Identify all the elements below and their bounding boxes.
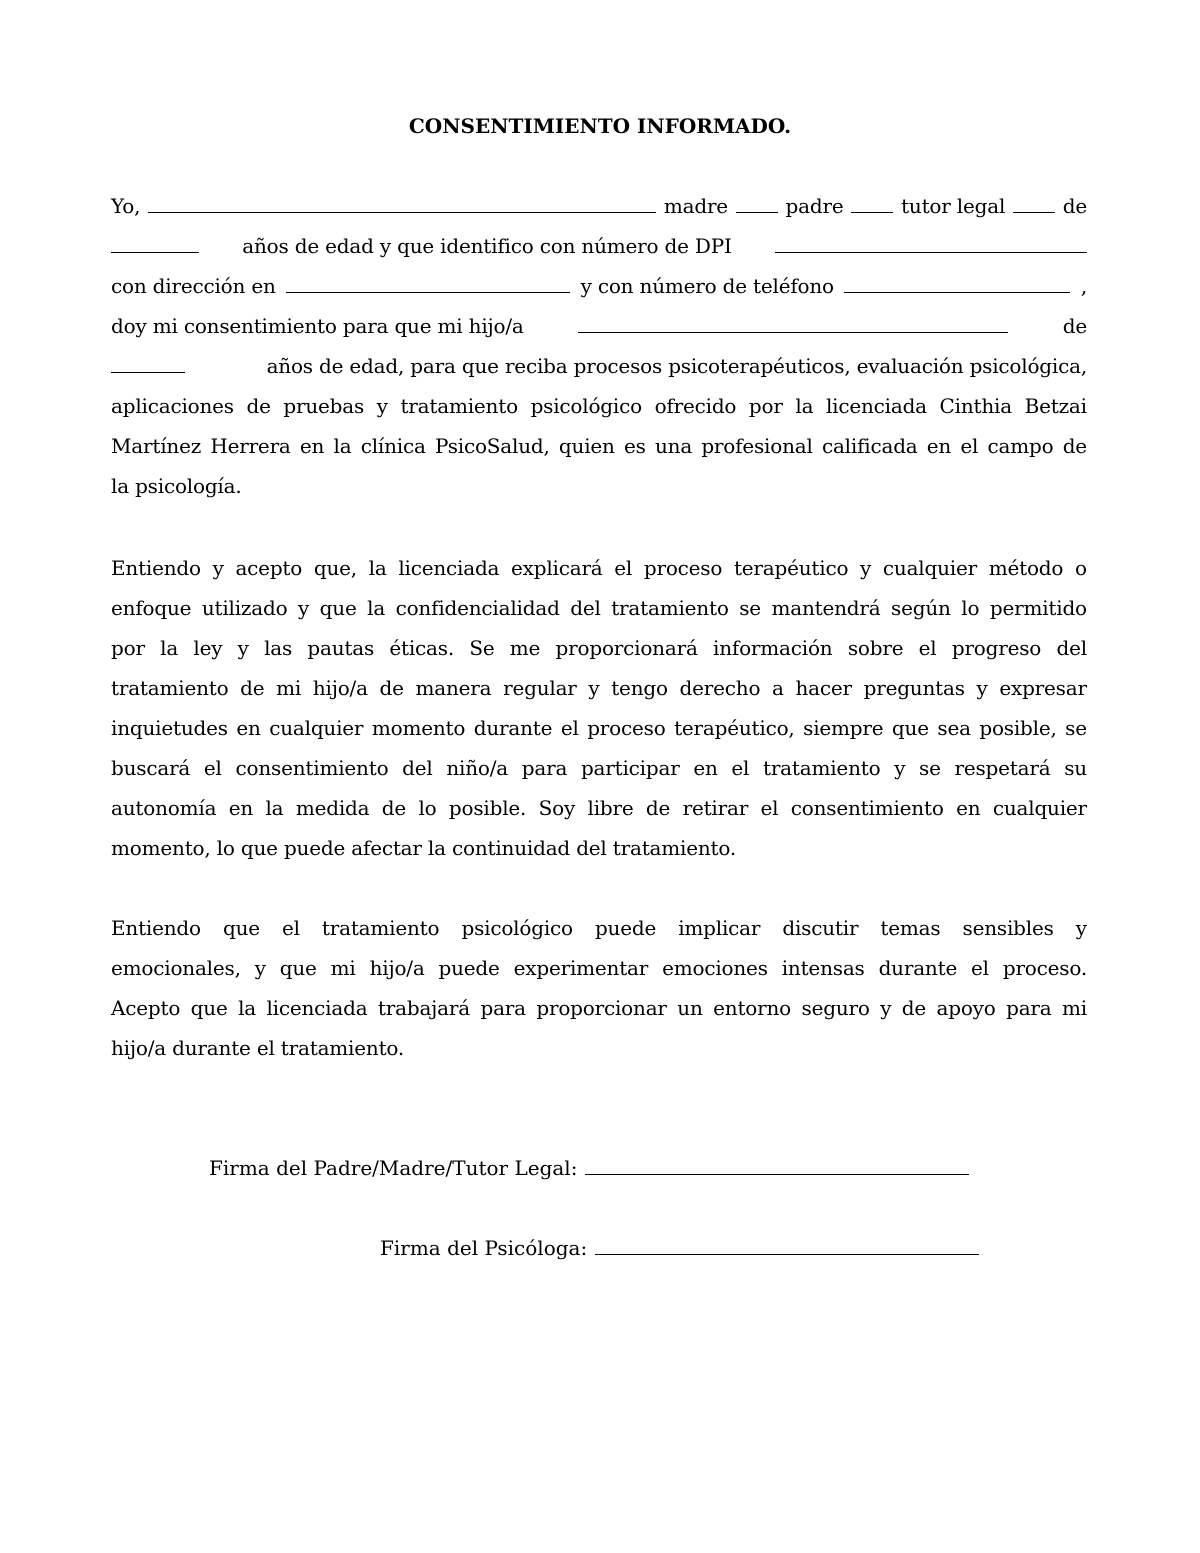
de-label: de [1062, 194, 1087, 218]
consent-paragraph-2 [111, 548, 1087, 868]
paragraph-line: Acepto que la licenciada trabajará para proporcionar un entorno seguro y de apoyo para mi [111, 996, 1087, 1020]
age-dpi-label: años de edad y que identifico con número de DPI [242, 234, 732, 258]
padre-checkbox-field[interactable] [851, 190, 893, 213]
paragraph-line: por la ley y las pautas éticas. Se me proporcionará información sobre el progreso del [111, 636, 1087, 660]
paragraph-line: buscará el consentimiento del niño/a para participar en el tratamiento y se respetará su [111, 756, 1087, 780]
de-label-2: de [1062, 314, 1087, 338]
paragraph-line [111, 226, 1087, 266]
paragraph-line: hijo/a durante el tratamiento. [111, 1036, 405, 1060]
madre-checkbox-field[interactable] [736, 190, 778, 213]
paragraph-line: la psicología. [111, 474, 242, 498]
comma-text: , [1080, 274, 1087, 298]
paragraph-line: Entiendo y acepto que, la licenciada explicará el proceso terapéutico y cualquier método o [111, 556, 1087, 580]
dpi-number-field[interactable] [775, 230, 1087, 253]
guardian-age-field[interactable] [111, 230, 199, 253]
yo-label: Yo, [111, 194, 141, 218]
consent-paragraph-1 [111, 186, 1087, 506]
madre-label: madre [663, 194, 728, 218]
paragraph-line [111, 186, 1087, 226]
paragraph-line: aplicaciones de pruebas y tratamiento psicológico ofrecido por la licenciada Cinthia Betzai [111, 394, 1087, 418]
child-age-field[interactable] [111, 350, 185, 373]
paragraph-line: Entiendo que el tratamiento psicológico puede implicar discutir temas sensibles y [111, 916, 1087, 940]
paragraph-line [111, 306, 1087, 346]
parent-signature-row [209, 1152, 969, 1183]
child-name-field[interactable] [578, 310, 1008, 333]
phone-number-field[interactable] [844, 270, 1070, 293]
paragraph-line: emocionales, y que mi hijo/a puede experimentar emociones intensas durante el proceso. [111, 956, 1087, 980]
parent-signature-field[interactable] [585, 1152, 969, 1175]
consent-child-label: doy mi consentimiento para que mi hijo/a [111, 314, 524, 338]
child-age-label: años de edad, para que reciba procesos psicoterapéuticos, evaluación psicológica, [266, 354, 1087, 378]
address-field[interactable] [286, 270, 570, 293]
parent-signature-label: Firma del Padre/Madre/Tutor Legal: [209, 1156, 578, 1180]
tutor-legal-checkbox-field[interactable] [1013, 190, 1055, 213]
paragraph-line: inquietudes en cualquier momento durante el proceso terapéutico, siempre que sea posible, se [111, 716, 1087, 740]
tutor-legal-label: tutor legal [901, 194, 1006, 218]
address-label: con dirección en [111, 274, 276, 298]
paragraph-line: enfoque utilizado y que la confidencialidad del tratamiento se mantendrá según lo permitido [111, 596, 1087, 620]
paragraph-line: tratamiento de mi hijo/a de manera regular y tengo derecho a hacer preguntas y expresar [111, 676, 1087, 700]
guardian-name-field[interactable] [148, 190, 656, 213]
phone-label: y con número de teléfono [580, 274, 834, 298]
consent-paragraph-3 [111, 908, 1087, 1068]
psychologist-signature-label: Firma del Psicóloga: [380, 1236, 588, 1260]
psychologist-signature-row [380, 1232, 979, 1263]
paragraph-line [111, 346, 1087, 386]
paragraph-line: momento, lo que puede afectar la continuidad del tratamiento. [111, 836, 737, 860]
paragraph-line [111, 266, 1087, 306]
paragraph-line: Martínez Herrera en la clínica PsicoSalud, quien es una profesional calificada en el campo de [111, 434, 1087, 458]
paragraph-line: autonomía en la medida de lo posible. Soy libre de retirar el consentimiento en cualquier [111, 796, 1087, 820]
psychologist-signature-field[interactable] [595, 1232, 979, 1255]
document-title: CONSENTIMIENTO INFORMADO. [408, 114, 792, 138]
padre-label: padre [785, 194, 844, 218]
